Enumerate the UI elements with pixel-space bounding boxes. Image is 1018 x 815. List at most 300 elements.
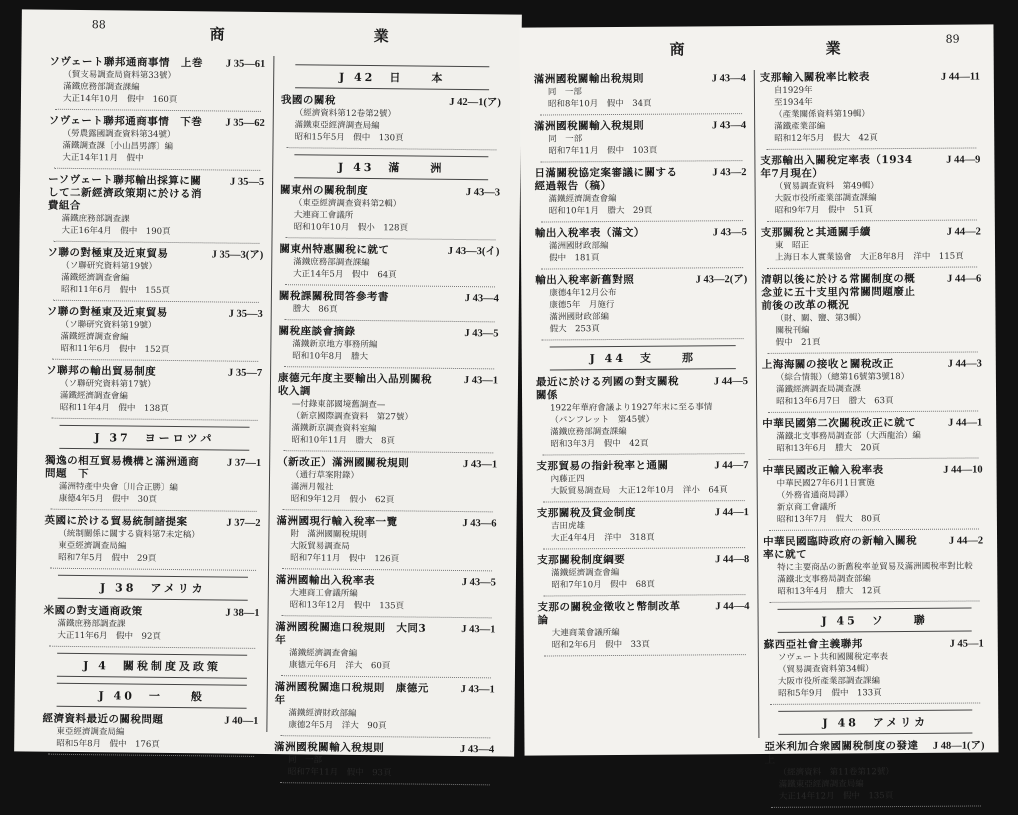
entry-title: 輸出入稅率表（滿文）: [534, 226, 645, 240]
entry-separator: [54, 168, 260, 171]
section-heading: J 37 ヨーロツパ: [59, 425, 249, 451]
entry-separator: [55, 109, 261, 112]
running-header-char: 商: [669, 40, 687, 59]
running-header-char: 商: [209, 25, 227, 44]
entry-title: 支那貿易の指針稅率と通關: [536, 459, 669, 473]
entry-separator: [768, 410, 978, 412]
entry-detail-line: 昭和13年6月 謄大 20頁: [776, 443, 880, 454]
entry-detail-line: 大正14年5月 假中 64頁: [293, 269, 397, 281]
entry-code: J 43—5: [712, 227, 747, 239]
entry-code: J 44—1: [714, 507, 749, 519]
entry-detail-line: （產業關係資料第19輯）: [774, 109, 870, 120]
index-entry: [274, 681, 497, 733]
entry-detail-line: 附 滿洲國關稅規則: [290, 529, 367, 541]
entry-detail-line: 昭和15年5月 假中 130頁: [294, 132, 404, 144]
entry-code: J 43—2: [712, 167, 747, 179]
entry-code: J 44—7: [714, 460, 749, 472]
index-entry: [762, 416, 984, 455]
entry-title: 中華民國改正輸入稅率表: [762, 464, 884, 477]
entry-detail-line: 滿鐵經濟調查會編: [289, 648, 358, 659]
entry-detail-line: 同 一部: [547, 87, 582, 98]
entry-title: 英國に於ける貿易統制諸提案: [44, 514, 188, 529]
entry-detail-line: （經濟資料第12卷第2號）: [294, 108, 397, 120]
entry-detail-line: 新京商工會議所: [776, 502, 837, 513]
entry-detail-line: 滿鐵北支事務局調查部（大西龍治）編: [776, 430, 921, 442]
index-entry: [47, 247, 266, 298]
entry-code: J 43—1: [460, 684, 495, 696]
entry-code: J 43—5: [464, 328, 499, 340]
entry-detail-line: 昭和9年12月 假小 62頁: [290, 494, 395, 506]
entry-detail-line: ソヴェート共和國關稅定率表: [777, 652, 889, 663]
entry-separator: [286, 147, 496, 150]
entry-detail-line: 昭和11年4月 假中 138頁: [59, 402, 169, 414]
entry-separator: [52, 359, 258, 362]
entry-detail-line: 大阪市役所產業部調查課編: [774, 193, 877, 204]
entry-detail-line: 大連商工會議所: [293, 210, 354, 221]
entry-separator: [52, 418, 258, 421]
index-column: [274, 58, 504, 790]
entry-separator: [769, 528, 979, 530]
index-entry: [46, 365, 265, 416]
entry-detail-line: （ソ聯研究資料第17號）: [59, 378, 156, 390]
entry-detail-line: 昭和7年11月 假中 126頁: [290, 553, 400, 565]
entry-separator: [51, 509, 257, 512]
entry-detail-line: 昭和11年6月 假中 152頁: [60, 343, 170, 355]
entry-detail-line: 滿鐵經濟調查會編: [59, 390, 128, 402]
entry-separator: [542, 453, 744, 455]
entry-title: 清朝以後に於ける常關制度の概念並に五十支里內常關問題廢止前後の改革の概況: [761, 272, 916, 312]
entry-detail-line: 東亞經濟調查局編: [56, 726, 125, 738]
entry-detail-line: 大正16年4月 假中 190頁: [61, 225, 171, 237]
entry-detail-line: 關稅刊編: [775, 325, 810, 336]
index-entry: [279, 290, 501, 317]
index-entry: [48, 174, 267, 239]
entry-code: J 44—2: [946, 226, 981, 238]
entry-detail-line: 謄大 86頁: [292, 304, 338, 315]
entry-title: ソヴェート聯邦通商事情 上巻: [49, 55, 204, 70]
entry-code: J 44—10: [943, 464, 983, 476]
entry-separator: [281, 675, 491, 678]
entry-detail-line: 康德4年12月公布: [549, 287, 617, 299]
entry-detail-line: 昭和2年6月 假中 33頁: [551, 639, 650, 651]
entry-separator: [543, 594, 745, 596]
entry-detail-line: 滿鐵調查課〔小山昌男譯〕編: [62, 140, 174, 152]
entry-code: J 43—4: [711, 120, 747, 132]
entry-code: J 43—1: [461, 624, 496, 636]
entry-detail-line: （經濟資料 第11卷第12號）: [778, 767, 894, 778]
entry-separator: [282, 568, 492, 571]
index-entry: [280, 184, 503, 235]
entry-detail-line: 大阪貿易調查局 大正12年10月 洋小 64頁: [550, 485, 728, 497]
entry-separator: [766, 147, 976, 149]
entry-detail-line: 上海日本人實業協會 大正8年8月 洋中 115頁: [775, 251, 964, 263]
entry-detail-line: （ソ聯研究資料第19號）: [61, 260, 158, 272]
entry-code: J 44—5: [713, 376, 748, 388]
entry-detail-line: 昭和11年6月 假中 155頁: [60, 284, 170, 296]
entry-detail-line: 吉田虎雄: [550, 521, 585, 532]
entry-code: J 43—1: [462, 459, 498, 471]
entry-detail-line: 昭和5年9月 假中 133頁: [778, 688, 882, 699]
entry-code: J 43—4: [459, 744, 495, 756]
index-entry: [534, 72, 748, 110]
entry-detail-line: 至1934年: [773, 97, 813, 108]
entry-title: 輸出入稅率新舊對照: [535, 273, 635, 287]
index-entry: [536, 375, 751, 450]
entry-separator: [49, 646, 255, 649]
entry-separator: [48, 754, 254, 757]
entry-detail-line: 滿鐵北支事務局調查部編: [777, 574, 871, 585]
entry-separator: [540, 160, 742, 162]
entry-detail-line: （外務省通商局譯）: [776, 490, 854, 501]
entry-title: ソ聯邦の輸出貿易制度: [46, 364, 157, 378]
index-entry: [537, 506, 751, 544]
entry-title: 中華民國第二次關稅改正に就て: [762, 416, 917, 430]
entry-title: 支那輸入關稅率比較表: [759, 71, 870, 84]
index-entry: [536, 459, 750, 497]
entry-detail-line: 內藤正四: [550, 474, 585, 485]
entry-detail-line: 同 一部: [287, 755, 323, 766]
entry-title: 支那關稅と其通關手續: [760, 226, 871, 239]
right-page: [519, 24, 998, 802]
index-entry: [45, 455, 264, 507]
entry-detail-line: 康德5年 月施行: [549, 300, 615, 311]
entry-detail-line: 昭和3年3月 假中 42頁: [550, 438, 649, 450]
entry-title: 獨逸の相互貿易機構と滿洲通商問題 下: [44, 454, 200, 481]
index-entry: [761, 272, 984, 349]
index-entry: [43, 605, 261, 644]
entry-title: 蘇西亞社會主義聯邦: [763, 638, 863, 651]
entry-code: J 44—1: [948, 417, 983, 429]
section-heading: J 44 支 那: [550, 345, 736, 370]
entry-separator: [543, 547, 745, 549]
index-entry: [537, 553, 751, 591]
entry-detail-line: 昭和10年8月 謄大: [292, 351, 369, 363]
entry-code: J 38—1: [225, 607, 260, 619]
entry-separator: [283, 509, 493, 512]
entry-detail-line: 昭和10年11月 謄大 8頁: [291, 435, 395, 447]
index-entry: [535, 226, 749, 264]
index-entry: [534, 166, 748, 217]
entry-code: J 43—3(イ): [447, 245, 500, 258]
entry-detail-line: 假中 21頁: [775, 337, 821, 348]
entry-detail-line: 大正14年10月 假中 160頁: [62, 93, 178, 106]
index-entry: [761, 225, 983, 264]
entry-detail-line: 東 昭正: [774, 240, 810, 251]
entry-separator: [768, 351, 978, 353]
entry-separator: [771, 805, 981, 807]
entry-code: J 43—2(ア): [695, 274, 748, 286]
entry-detail-line: 大連商業會議所編: [551, 627, 620, 639]
index-entry: [46, 306, 265, 357]
entry-separator: [282, 615, 492, 618]
entry-title: 支那關稅制度綱要: [537, 553, 626, 567]
entry-code: J 35—62: [225, 117, 265, 129]
entry-separator: [50, 568, 256, 571]
entry-title: 米國の對支通商政策: [43, 604, 143, 618]
entry-separator: [769, 600, 979, 602]
entry-title: ソヴェート聯邦通商事情 下巻: [48, 114, 203, 129]
entry-detail-line: 康德4年5月 假中 30頁: [58, 493, 157, 505]
entry-detail-line: 昭和13年7月 假大 80頁: [776, 514, 881, 525]
entry-detail-line: 滿鐵東亞經濟調查局編: [778, 779, 864, 790]
entry-title: 關稅座談會摘錄: [278, 325, 356, 338]
index-entry: [764, 739, 986, 803]
entry-title: 關東州特惠關稅に就て: [279, 243, 390, 257]
entry-code: J 42—1(ア): [449, 96, 502, 109]
index-entry: [277, 456, 500, 507]
entry-detail-line: 假大 253頁: [549, 324, 600, 335]
entry-detail-line: 滿鐵經濟調查局調查課: [775, 384, 862, 395]
entry-title: 上海海關の接收と關稅改正: [761, 358, 894, 371]
entry-detail-line: 康德2年5月 洋大 90頁: [288, 720, 387, 732]
entry-detail-line: 昭和13年6月7日 謄大 63頁: [776, 396, 894, 407]
entry-detail-line: 同 一部: [548, 134, 583, 145]
index-entry: [279, 243, 501, 282]
entry-detail-line: 滿鐵經濟調查會編: [548, 193, 617, 205]
index-entry: [48, 115, 267, 166]
entry-detail-line: 東亞經濟調查局編: [58, 540, 127, 552]
entry-detail-line: 大阪市役所產業部調查課編: [778, 676, 881, 687]
entry-separator: [767, 219, 977, 221]
index-entry: [49, 56, 268, 107]
entry-detail-line: 滿洲國財政部編: [549, 312, 610, 323]
index-entry: [42, 713, 260, 752]
entry-code: J 44—11: [940, 71, 980, 83]
section-heading: J 48 アメリカ: [778, 710, 972, 735]
entry-code: J 37—2: [226, 517, 261, 529]
entry-detail-line: 滿鐵新京地方事務所編: [292, 339, 378, 351]
index-entry: [763, 534, 985, 598]
entry-title: 中華民國臨時政府の新輸入關稅率に就て: [763, 534, 918, 561]
entry-separator: [542, 338, 744, 340]
entry-detail-line: 昭和7年5月 假中 29頁: [58, 552, 157, 564]
entry-detail-line: 康德元年6月 洋大 60頁: [288, 660, 391, 672]
entry-code: J 44—6: [947, 273, 982, 285]
entry-detail-line: （財、關、鹽、第3輯）: [775, 313, 866, 324]
entry-title: 滿洲國稅關輸入稅規則: [534, 119, 645, 133]
entry-detail-line: 1922年華府會議より1927年末に至る事情: [550, 402, 713, 414]
index-entry: [275, 621, 498, 673]
entry-detail-line: （勞農露國調查資料第34號）: [62, 128, 176, 141]
entry-title: 亞米利加合衆國關稅制度の發達 上: [764, 739, 930, 766]
index-entry: [537, 600, 751, 651]
column-divider: [266, 56, 274, 732]
entry-title: 我國の關稅: [280, 94, 337, 107]
entry-separator: [770, 702, 980, 704]
entry-title: 關稅課關稅問答參考書: [278, 290, 389, 304]
section-heading: J 42 日 本: [295, 64, 489, 90]
entry-detail-line: 滿鐵庶務部調查課: [57, 618, 126, 630]
entry-code: J 44—2: [948, 535, 984, 547]
entry-separator: [284, 366, 494, 369]
entry-code: J 43—5: [461, 577, 496, 589]
entry-code: J 35—3(ア): [211, 249, 264, 261]
entry-detail-line: 昭和8年10月 假中 34頁: [547, 98, 652, 110]
entry-code: J 35—61: [225, 58, 266, 70]
entry-detail-line: （新京國際調查資料 第27號）: [291, 411, 414, 423]
entry-detail-line: 滿鐵經濟調查會編: [61, 272, 130, 284]
entry-title: 滿洲國稅關進口稅規則 大同3年: [275, 621, 427, 647]
entry-code: J 45—1: [949, 638, 984, 650]
entry-separator: [541, 220, 743, 222]
entry-title: 康德元年度主要輸出入品別關稅收入調: [277, 372, 433, 398]
entry-separator: [53, 241, 259, 244]
index-entry: [281, 94, 504, 145]
entry-title: ソ聯の對極東及近東貿易: [46, 305, 168, 319]
entry-detail-line: （貿支易調查局資料第33號）: [63, 69, 177, 82]
entry-code: J 35—7: [227, 367, 263, 379]
entry-title: 滿洲國現行輸入稅率一覽: [276, 515, 398, 529]
index-entry: [762, 357, 984, 408]
index-entry: [44, 515, 263, 566]
entry-detail-line: 自1929年: [773, 85, 813, 96]
entry-detail-line: 滿鐵庶務部調查課編: [550, 426, 627, 438]
section-heading: J 40 一 般: [57, 683, 247, 709]
entry-code: J 44—8: [715, 554, 750, 566]
entry-detail-line: 大正14年11月 假中: [62, 152, 144, 164]
entry-detail-line: 滿洲月報社: [290, 482, 334, 493]
entry-separator: [767, 266, 977, 268]
running-header-char: 業: [373, 27, 391, 46]
entry-detail-line: 滿鐵經濟調查會編: [60, 331, 129, 343]
entry-code: J 48—1(ア): [932, 740, 985, 752]
index-entry: [760, 153, 982, 217]
entry-detail-line: 大阪貿易調查局: [290, 541, 350, 552]
entry-separator: [285, 284, 495, 287]
entry-separator: [540, 113, 742, 115]
entry-title: （新改正）滿洲國關稅規則: [277, 456, 410, 470]
index-entry: [276, 515, 499, 566]
entry-separator: [283, 450, 493, 453]
entry-detail-line: 昭和7年11月 假中 103頁: [548, 145, 658, 157]
entry-detail-line: 昭和13年12月 假中 135頁: [289, 600, 405, 612]
entry-separator: [541, 267, 743, 269]
page-number: 88: [91, 18, 106, 32]
entry-detail-line: 滿鐵經濟調查會編: [551, 567, 620, 579]
entry-detail-line: 滿洲國財政部編: [548, 241, 609, 252]
entry-detail-line: 滿鐵產業部編: [774, 121, 826, 132]
index-entry: [760, 70, 983, 145]
entry-detail-line: 昭和12年5月 假大 42頁: [774, 133, 878, 144]
entry-code: J 43—3: [465, 187, 501, 199]
entry-code: J 43—4: [711, 73, 746, 85]
entry-code: J 43—6: [462, 518, 497, 530]
entry-detail-line: 昭和7年10月 假中 68頁: [551, 579, 655, 591]
entry-detail-line: （統制關係に關する資料第7未定稿）: [58, 528, 200, 541]
entry-detail-line: （パンフレット 第45號）: [550, 414, 655, 426]
entry-title: 滿洲國稅關進口稅規則 康德元年: [274, 681, 429, 707]
entry-title: 最近に於ける列國の對支關稅關係: [535, 375, 679, 402]
entry-detail-line: 昭和7年11月 假中 93頁: [287, 767, 392, 779]
entry-detail-line: （東亞經濟調查資料第2輯）: [293, 198, 402, 210]
entry-detail-line: 昭和10年1月 謄大 29頁: [548, 205, 653, 217]
index-entry: [277, 372, 500, 448]
section-heading: J 38 アメリカ: [58, 575, 248, 601]
entry-code: J 43—1: [463, 375, 499, 387]
entry-detail-line: 中華民國27年6月1日實施: [776, 478, 875, 489]
entry-detail-line: 大正14年12月 假中 135頁: [778, 791, 894, 802]
entry-title: 關東州の關稅制度: [279, 184, 369, 198]
index-column: [760, 70, 987, 813]
entry-separator: [768, 457, 978, 459]
entry-detail-line: 昭和10年10月 假小 128頁: [293, 222, 409, 234]
section-heading: J 43 滿 洲: [294, 154, 488, 180]
entry-code: J 44—3: [947, 358, 982, 370]
index-entry: [534, 119, 748, 157]
entry-title: 滿洲國輸出入稅率表: [275, 574, 375, 588]
entry-title: 支那關稅及貸金制度: [536, 506, 636, 520]
entry-detail-line: 大正11年6月 假中 92頁: [57, 630, 161, 642]
index-entry: [763, 463, 985, 526]
entry-detail-line: （通行草案附錄）: [290, 470, 360, 481]
entry-separator: [280, 735, 490, 738]
entry-title: ーソヴェート聯邦輸出採算に關して二新經濟政策期に於ける消費組合: [47, 173, 203, 213]
entry-separator: [285, 319, 495, 322]
entry-title: 滿洲國稅關輸出稅規則: [533, 72, 644, 86]
entry-detail-line: 滿鐵庶務部調查課編: [63, 81, 140, 93]
entry-detail-line: 昭和5年8月 假中 176頁: [56, 738, 160, 750]
entry-title: 日滿關稅協定案審議に關する經過報告（稿）: [534, 166, 678, 193]
index-entry: [535, 273, 749, 335]
running-header-char: 業: [825, 39, 843, 58]
entry-separator: [544, 654, 746, 656]
index-entry: [278, 325, 500, 364]
entry-code: J 37—1: [226, 457, 262, 469]
entry-separator: [286, 237, 496, 240]
page-number: 89: [945, 32, 960, 46]
entry-detail-line: 特に主要商品の新舊稅率並貿易及滿洲國稅率對比較: [777, 561, 973, 573]
entry-separator: [280, 782, 490, 785]
entry-code: J 35—5: [229, 176, 265, 188]
entry-detail-line: （ソ聯研究資料第19號）: [60, 319, 157, 331]
entry-detail-line: 昭和9年7月 假中 51頁: [774, 205, 873, 216]
entry-detail-line: （綜合情報）（總第16號第3號18）: [775, 371, 910, 383]
entry-detail-line: 大正4年4月 洋中 318頁: [550, 532, 655, 544]
index-column: [534, 72, 752, 661]
index-entry: [276, 574, 498, 613]
entry-detail-line: 滿鐵東亞經濟調查局編: [294, 120, 380, 132]
entry-detail-line: 滿鐵庶務部調查課編: [293, 257, 370, 269]
entry-code: J 43—4: [464, 293, 499, 305]
left-page: [14, 9, 522, 779]
entry-detail-line: 昭和13年4月 謄大 12頁: [777, 586, 881, 597]
entry-title: 支那輸出入關稅定率表（1934年7月現在）: [760, 153, 913, 180]
section-heading: J 45 ソ 聯: [778, 608, 972, 633]
entry-code: J 35—3: [228, 308, 263, 320]
entry-detail-line: 滿鐵經濟財政部編: [288, 708, 357, 719]
column-divider: [754, 70, 760, 738]
entry-code: J 40—1: [224, 715, 259, 727]
entry-detail-line: —付錄東部國境舊調查—: [291, 399, 386, 411]
entry-detail-line: 滿鐵庶務部調查課: [61, 213, 130, 225]
entry-title: 支那の關稅金徵收と幣制改革論: [537, 600, 681, 627]
entry-title: 經濟資料最近の關稅問題: [42, 712, 164, 726]
entry-code: J 44—4: [715, 601, 750, 613]
entry-separator: [53, 300, 259, 303]
entry-detail-line: 滿洲特產中央會〔川合正勝〕編: [58, 481, 178, 494]
index-column: [42, 56, 267, 762]
entry-separator: [543, 500, 745, 502]
entry-detail-line: （貿易調查資料第34輯）: [777, 664, 874, 675]
index-entry: [274, 741, 496, 780]
entry-title: ソ聯の對極東及近東貿易: [47, 246, 169, 260]
entry-code: J 44—9: [946, 154, 981, 166]
entry-detail-line: 假中 181頁: [549, 253, 600, 264]
entry-detail-line: 大連商工會議所編: [289, 588, 358, 599]
entry-detail-line: （貿易調查資料 第49輯）: [774, 181, 879, 192]
entry-title: 滿洲國稅關輸入稅規則: [274, 741, 385, 755]
section-heading: J 4 關稅制度及政策: [57, 653, 247, 679]
